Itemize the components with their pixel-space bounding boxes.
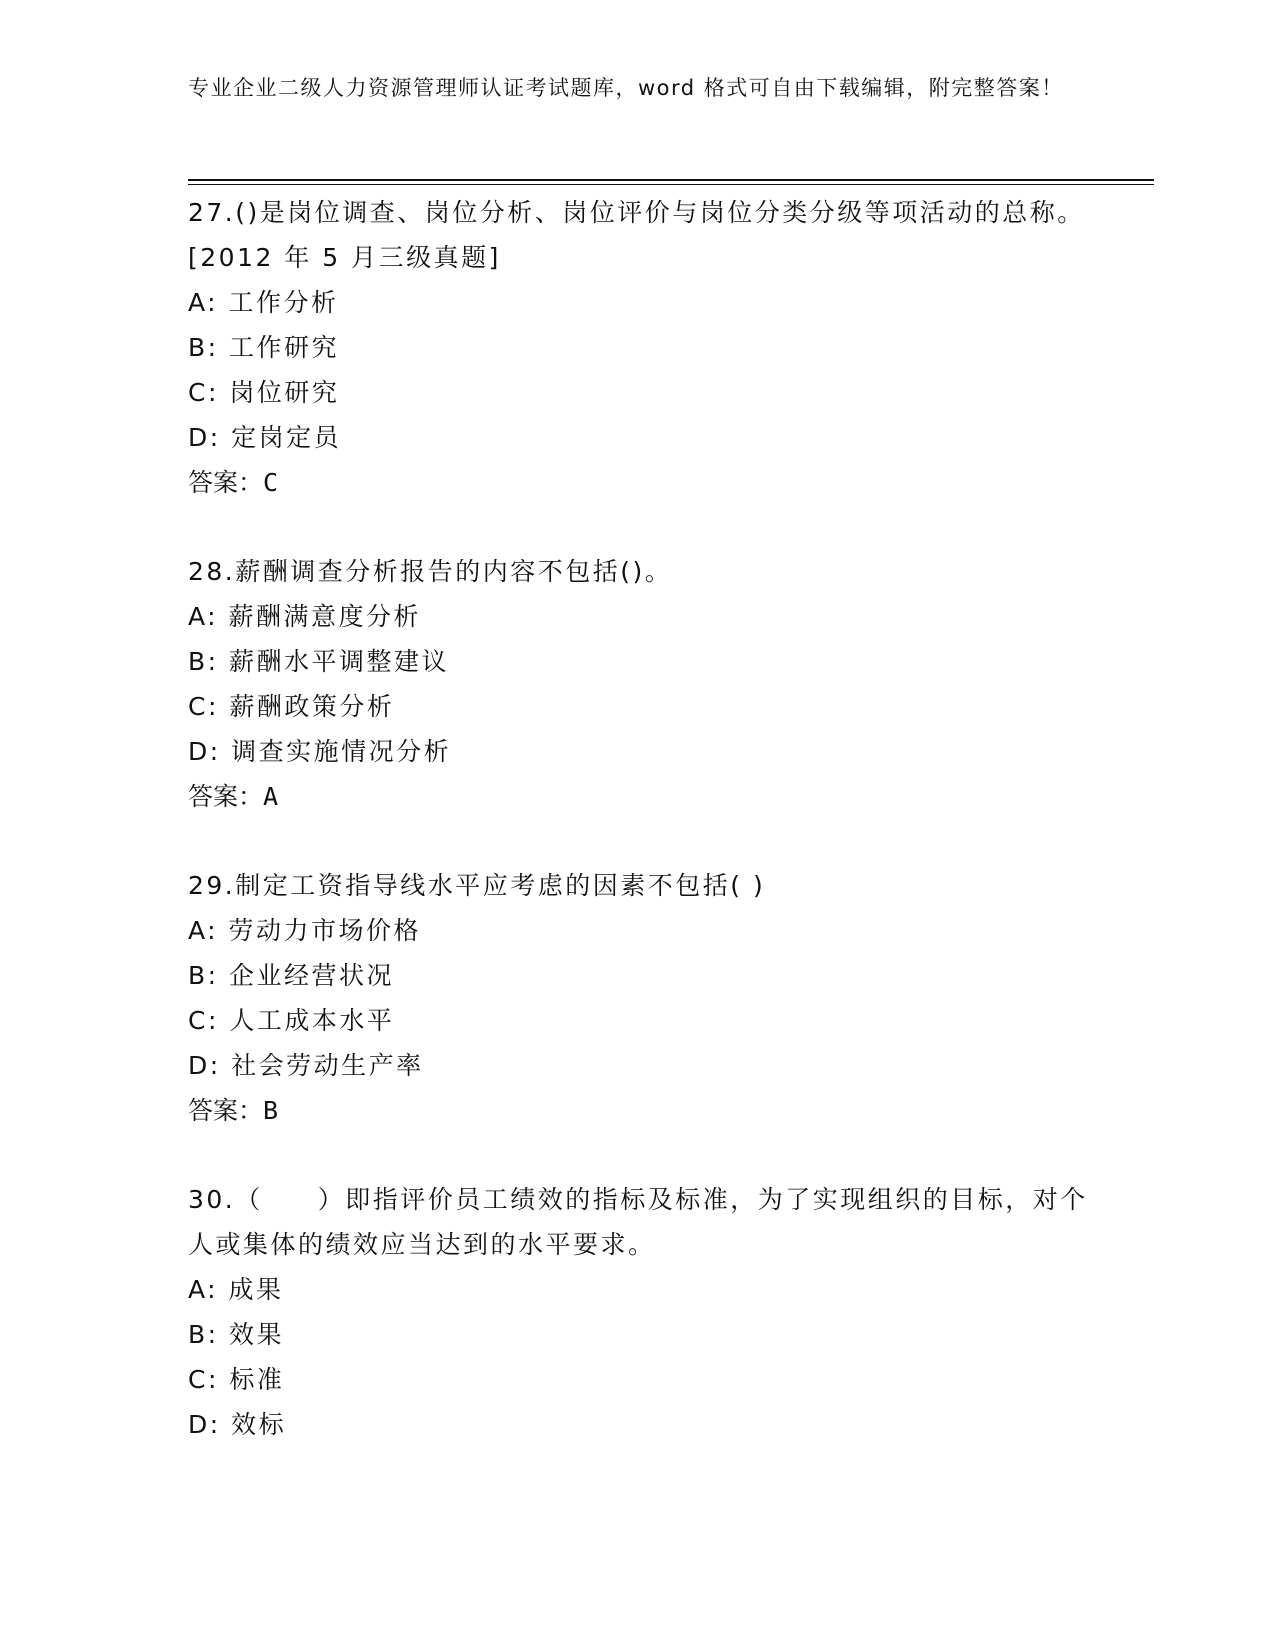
question-30: [188, 1177, 1088, 1447]
question-list: [188, 190, 1088, 1491]
option-b: B: 工作研究: [188, 333, 340, 362]
question-29: [188, 863, 1088, 1133]
question-27: [188, 190, 1088, 505]
question-stem: 27.()是岗位调查、岗位分析、岗位评价与岗位分类分级等项活动的总称。[2012 年 5 月三级真题]: [188, 198, 1085, 272]
page-header-text: 专业企业二级人力资源管理师认证考试题库，word 格式可自由下载编辑，附完整答案！: [188, 76, 1064, 100]
option-b: B: 效果: [188, 1320, 285, 1349]
option-a: A: 成果: [188, 1275, 284, 1304]
option-c: C: 标准: [188, 1365, 285, 1394]
option-d: D: 调查实施情况分析: [188, 737, 452, 766]
option-a: A: 薪酬满意度分析: [188, 602, 422, 631]
option-a: A: 工作分析: [188, 288, 339, 317]
question-stem: 28.薪酬调查分析报告的内容不包括()。: [188, 557, 673, 586]
question-stem: 30.（ ）即指评价员工绩效的指标及标准，为了实现组织的目标，对个人或集体的绩效应当达到的水平要求。: [188, 1185, 1088, 1259]
option-d: D: 社会劳动生产率: [188, 1051, 424, 1080]
option-c: C: 薪酬政策分析: [188, 692, 395, 721]
answer-text: 答案：C: [188, 468, 279, 497]
answer-text: 答案：A: [188, 782, 279, 811]
option-b: B: 企业经营状况: [188, 961, 395, 990]
question-28: [188, 549, 1088, 819]
header-divider: [188, 179, 1154, 185]
option-a: A: 劳动力市场价格: [188, 916, 422, 945]
option-b: B: 薪酬水平调整建议: [188, 647, 450, 676]
option-c: C: 岗位研究: [188, 378, 340, 407]
option-d: D: 定岗定员: [188, 423, 342, 452]
option-c: C: 人工成本水平: [188, 1006, 395, 1035]
question-stem: 29.制定工资指导线水平应考虑的因素不包括( ): [188, 871, 766, 900]
answer-text: 答案：B: [188, 1096, 279, 1125]
option-d: D: 效标: [188, 1410, 287, 1439]
